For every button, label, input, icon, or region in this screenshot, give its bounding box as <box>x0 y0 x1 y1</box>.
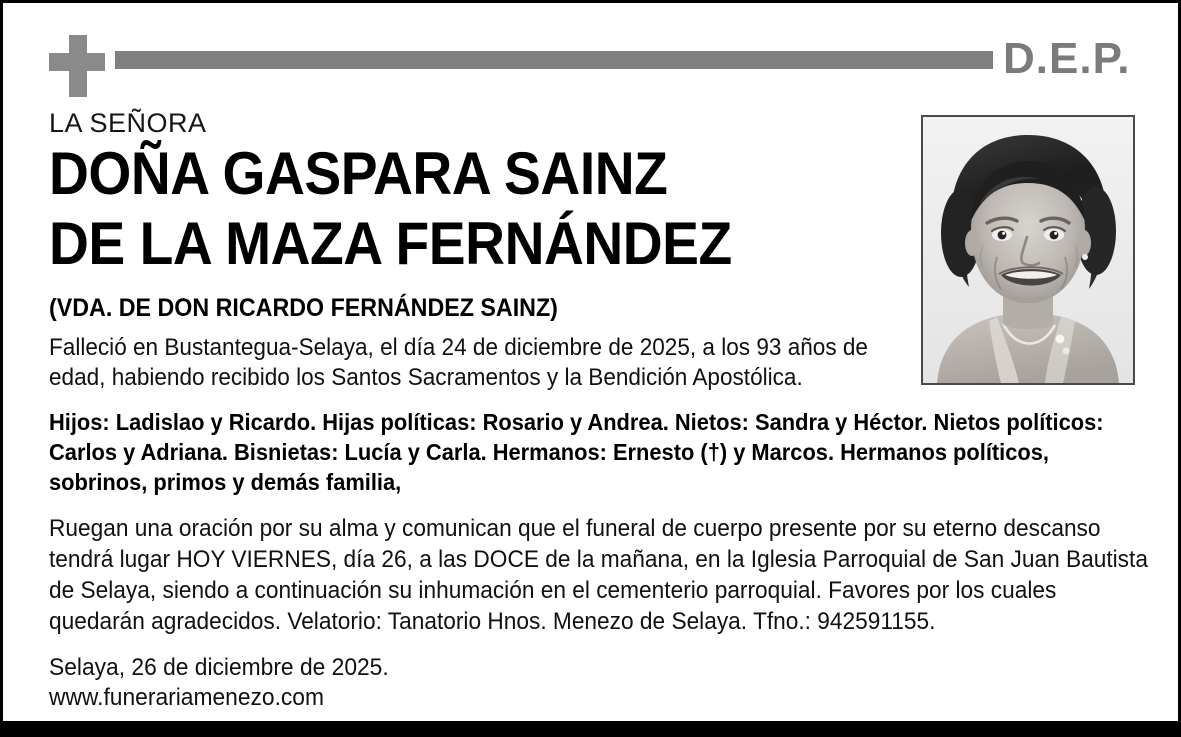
dep-abbreviation: D.E.P. <box>1003 34 1131 83</box>
closing-place-and-date: Selaya, 26 de diciembre de 2025. <box>49 654 389 681</box>
family-survivors-text: Hijos: Ladislao y Ricardo. Hijas políticas: Rosario y Andrea. Nietos: Sandra y Héctor. Nietos políticos: Carlos y Adriana. Bisnietas: Lucía y Carla. Hermanos: Ernesto (†) y Marcos. Hermanos políticos, sobrinos, primos y demás familia, <box>49 409 1104 495</box>
closing-block <box>49 653 1085 713</box>
honorific-label: LA SEÑORA <box>49 108 207 138</box>
bottom-rule <box>0 721 1181 737</box>
funeral-home-website[interactable]: www.funerariamenezo.com <box>49 684 324 711</box>
notice-header <box>3 29 1178 91</box>
latin-cross-icon <box>49 35 105 97</box>
spouse-note: (VDA. DE DON RICARDO FERNÁNDEZ SAINZ) <box>49 294 558 322</box>
cross-horizontal-bar <box>49 53 105 71</box>
deceased-name-line-1: DOÑA GASPARA SAINZ <box>49 140 668 207</box>
notice-body <box>49 107 1148 713</box>
header-gray-rule <box>115 51 993 69</box>
death-notice-text: Falleció en Bustantegua-Selaya, el día 24 de diciembre de 2025, a los 93 años de edad, habiendo recibido los Santos Sacramentos y la Bendición Apostólica. <box>49 334 868 391</box>
deceased-name-line-2: DE LA MAZA FERNÁNDEZ <box>49 210 732 277</box>
funeral-announcement-text: Ruegan una oración por su alma y comunican que el funeral de cuerpo presente por su eterno descanso tendrá lugar HOY VIERNES, día 26, a las DOCE de la mañana, en la Iglesia Parroquial de San Juan Bautista de Selaya, siendo a continuación su inhumación en el cementerio parroquial. Favores por los cuales quedarán agradecidos. Velatorio: Tanatorio Hnos. Menezo de Selaya. Tfno.: 942591155. <box>49 515 1148 635</box>
